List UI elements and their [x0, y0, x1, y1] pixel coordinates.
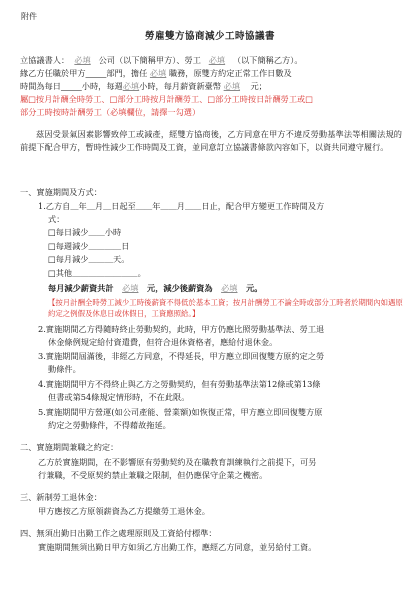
document-title: 勞雇雙方協商減少工時協議書 — [144, 31, 275, 42]
monthly-reduction-line: 每月減少薪資共計 必填 元，減少後薪資為 必填 元。 — [48, 283, 263, 293]
department-field[interactable] — [86, 68, 107, 78]
section-2-body-cont: 行兼職，不受原契約禁止兼職之限制，但仍應保守企業之機密。 — [38, 470, 268, 480]
worker-name-field[interactable]: 必填 — [208, 55, 226, 65]
section-4-body: 實施期間無須出勤日甲方如須乙方出勤工作，應經乙方同意，並另給付工資。 — [38, 542, 317, 552]
position-field[interactable]: 必填 — [149, 68, 167, 78]
section-1-item-3: 3.實施期間屆滿後，非經乙方同意，不得延長，甲方應立即回復雙方原約定之勞 — [38, 351, 325, 361]
section-4-heading: 四、無須出勤日出勤工作之處理原則及工資給付標準： — [20, 528, 217, 538]
option-monthly[interactable]: □每月減少＿＿＿天。 — [48, 254, 130, 264]
company-name-field[interactable]: 必填 — [74, 55, 91, 65]
pay-type-options[interactable]: 屬□按月計酬全時勞工、□部分工時按月計酬勞工、□部分工時按日計酬勞工或□ — [20, 94, 313, 104]
salary-note: 【按月計酬全時勞工減少工時後薪資不得低於基本工資；按月計酬勞工不論全時或部分工時者於期間內如遇原約定之例假及休息日或休假日，工資應照給。】 — [48, 298, 403, 318]
weekly-hours-field[interactable]: 必填 — [122, 81, 140, 91]
reduced-salary-field[interactable]: 必填 — [221, 283, 238, 293]
daily-hours-field[interactable] — [61, 81, 82, 91]
section-1-item-5-cont: 約定之勞動條件，不得藉故拖延。 — [48, 420, 171, 430]
section-1-item-1-cont: 式： — [48, 214, 65, 224]
section-1-item-1: 1.乙方自＿年＿月＿日起至＿＿年＿＿月＿＿日止，配合甲方變更工作時間及方 — [38, 201, 325, 211]
reduction-amount-field[interactable]: 必填 — [122, 283, 139, 293]
section-1-item-2-cont: 休金條例規定給付資遣費，但符合退休資格者，應給付退休金。 — [48, 337, 278, 347]
section-2-body: 乙方於實施期間，在不影響原有勞動契約及在職教育訓練執行之前提下，可另 — [38, 457, 317, 467]
parties-line-1: 立協議書人： 必填 公司（以下簡稱甲方）、勞工 必填 （以下簡稱乙方）。 — [20, 55, 303, 65]
monthly-salary-field[interactable]: 必填 — [223, 81, 241, 91]
parties-line-2: 緣乙方任職於甲方 部門，擔任 必填 職務，原雙方約定正常工作日數及 — [20, 68, 292, 78]
parties-line-3: 時間為每日 小時，每週必填小時，每月薪資新臺幣 必填 元； — [20, 81, 267, 91]
option-daily[interactable]: □每日減少＿＿小時 — [48, 227, 122, 237]
section-1-item-3-cont: 動條件。 — [48, 364, 81, 374]
section-1-heading: 一、實施期間及方式： — [20, 187, 102, 197]
option-weekly[interactable]: □每週減少＿＿＿＿日 — [48, 241, 130, 251]
option-other[interactable]: □其他＿＿＿＿＿＿＿＿。 — [48, 268, 146, 278]
section-1-item-5: 5.實施期間甲方營運(如公司產能、營業額)如恢復正常，甲方應立即回復雙方原 — [38, 407, 323, 417]
section-3-heading: 三、新制勞工退休金： — [20, 492, 102, 502]
section-1-item-4-cont: 但書或第54條規定情形時，不在此限。 — [48, 392, 190, 402]
section-2-heading: 二、實施期間兼職之約定： — [20, 442, 119, 452]
pay-type-options-2: 部分工時按時計酬勞工（必填欄位，請擇一勾選） — [20, 107, 201, 117]
parties-paragraph — [20, 54, 402, 119]
section-1-item-2: 2.實施期間乙方得隨時終止勞動契約，此時，甲方仍應比照勞動基準法、勞工退 — [38, 324, 325, 334]
intro-paragraph: 茲因受景氣因素影響致停工或減產，經雙方協商後，乙方同意在甲方不違反勞動基準法等相關法規的前提下配合甲方，暫時性減少工作時間及工資，並同意訂立協議書條款內容如下，以資共同遵守履行。 — [20, 129, 402, 152]
attachment-label: 附件 — [21, 12, 37, 21]
section-1-item-4: 4.實施期間甲方不得終止與乙方之勞動契約，但有勞動基準法第12條或第13條 — [38, 379, 321, 389]
section-3-body: 甲方應按乙方原領薪資為乙方提繳勞工退休金。 — [38, 506, 210, 516]
